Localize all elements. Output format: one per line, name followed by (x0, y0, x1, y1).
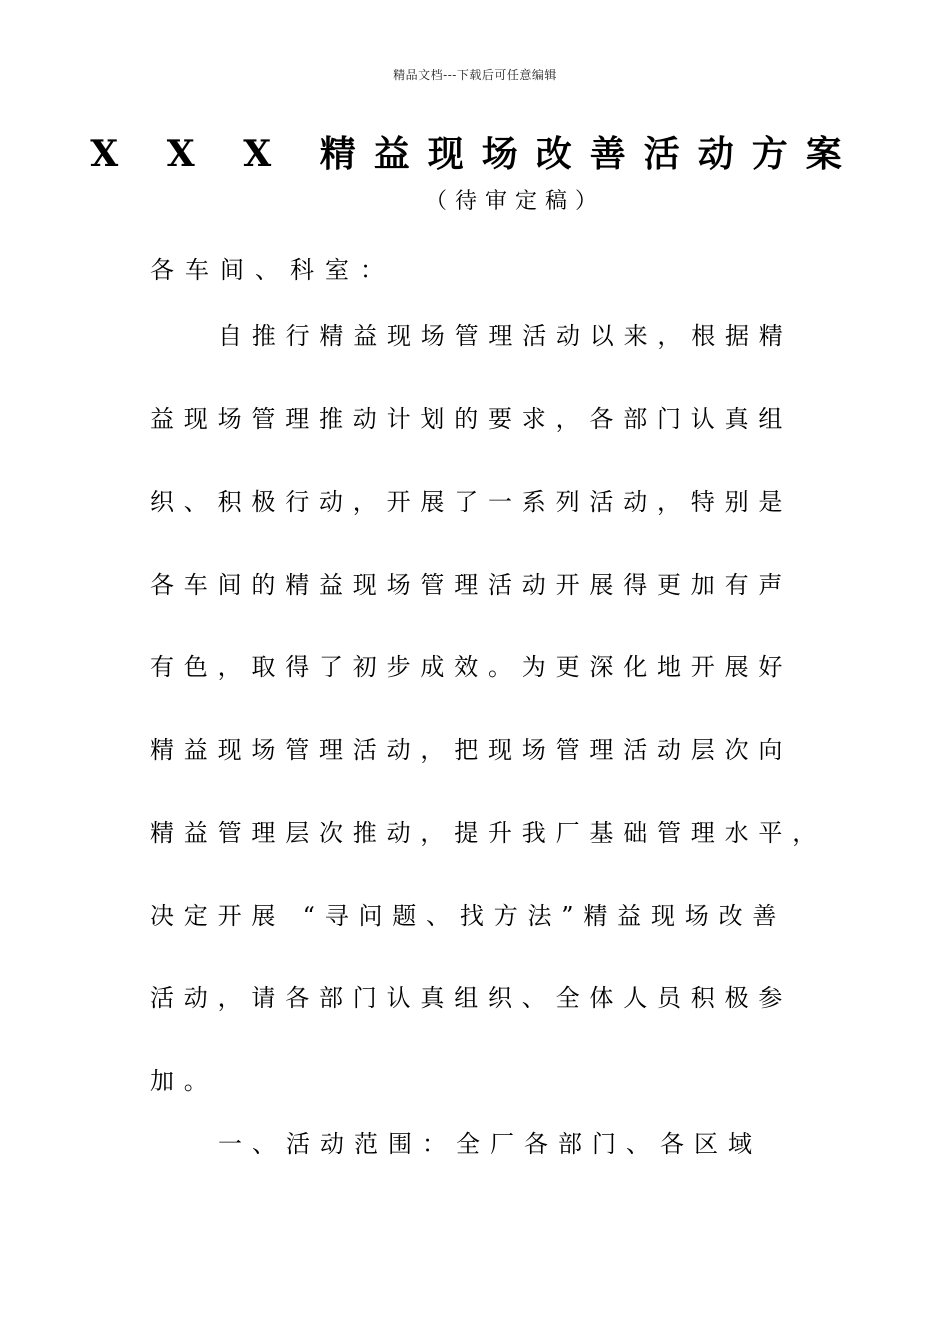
paragraph-line: 益现场管理推动计划的要求，各部门认真组 (150, 405, 793, 433)
paragraph-line: 决定开展 “寻问题、找方法”精益现场改善 (150, 902, 787, 930)
paragraph-line: 自推行精益现场管理活动以来，根据精 (218, 322, 793, 350)
salutation: 各车间、科室： (150, 256, 395, 284)
paragraph-line: 织、积极行动，开展了一系列活动，特别是 (150, 488, 793, 516)
paragraph-line: 有色，取得了初步成效。为更深化地开展好 (150, 653, 793, 681)
paragraph-line: 各车间的精益现场管理活动开展得更加有声 (150, 571, 793, 599)
section-heading: 一、活动范围：全厂各部门、各区域 (218, 1130, 762, 1158)
paragraph-line: 精益现场管理活动，把现场管理活动层次向 (150, 736, 793, 764)
document-subtitle: （待审定稿） (425, 189, 606, 214)
paragraph-line: 精益管理层次推动，提升我厂基础管理水平， (150, 819, 826, 847)
header-note: 精品文档---下载后可任意编辑 (393, 68, 557, 82)
paragraph-line: 活动，请各部门认真组织、全体人员积极参 (150, 984, 793, 1012)
paragraph-line: 加。 (150, 1067, 218, 1095)
document-title: X X X 精益现场改善活动方案 (90, 133, 860, 175)
